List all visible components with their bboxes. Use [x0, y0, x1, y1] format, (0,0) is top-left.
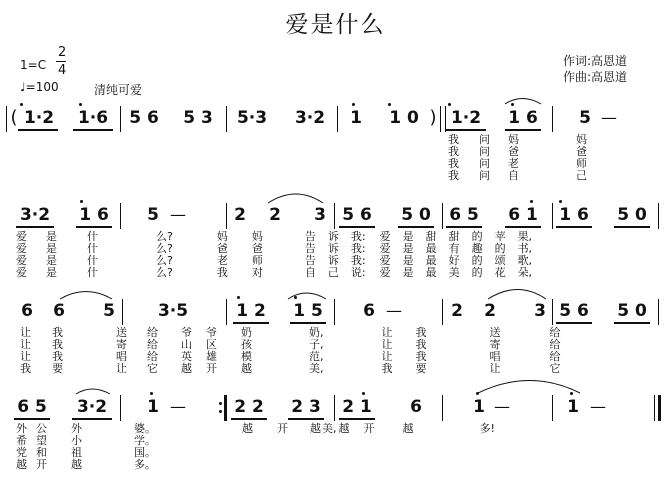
note-group: 2 2 — [234, 397, 264, 417]
note-group: 1 0 — [389, 108, 419, 128]
barline — [442, 203, 443, 229]
note-group: 3·5 — [157, 301, 189, 321]
note-group: 1·2 — [450, 108, 482, 128]
barline — [658, 203, 659, 229]
note-group: 5 — [147, 205, 159, 225]
note-group: — — [601, 108, 617, 127]
barline — [334, 203, 335, 229]
barline — [552, 203, 553, 229]
expression-marking: 清纯可爱 — [94, 83, 143, 97]
note-group: 6 1 — [508, 205, 538, 225]
note-group: 1·6 — [77, 108, 109, 128]
note-group: ( — [10, 107, 18, 128]
composer-credit: 作曲:高恩道 — [563, 70, 628, 84]
slur — [488, 290, 546, 300]
note-group: 3·2 — [294, 108, 326, 128]
barline — [552, 299, 553, 325]
note-group: 3 — [534, 301, 546, 321]
lyric-line-2: 让 我 寄 给 山 区 孩 子, 让 我 寄 给 — [20, 338, 561, 351]
lyric-line-2: 希 望 小 学。 — [16, 434, 156, 447]
note-group: 1 — [147, 397, 159, 417]
note-group: 2 — [484, 301, 496, 321]
barline — [226, 299, 227, 325]
repeat-barline — [224, 395, 227, 421]
note-group: 6 — [363, 301, 375, 321]
note-group: 3·2 — [76, 397, 108, 417]
lyric-line-2: 我 问 爸 爸 — [448, 145, 587, 158]
lyric-line-1: 外 公 外 婆。 越 开 越美, 越 开 越 多! — [16, 422, 495, 435]
note-group: — — [170, 205, 186, 224]
note-group: 6 — [53, 301, 65, 321]
note-group: 3·2 — [19, 205, 51, 225]
lyric-line-1: 让 我 送 给 爷 爷 奶 奶, 让 我 送 给 — [20, 326, 561, 339]
note-group: 5 — [103, 301, 115, 321]
barline — [122, 299, 123, 325]
key-signature: 1=C — [20, 58, 47, 72]
barline — [334, 395, 335, 421]
note-group: 2 — [234, 205, 246, 225]
barline — [552, 395, 553, 421]
barline — [337, 106, 338, 132]
final-barline — [658, 395, 661, 421]
barline — [120, 395, 121, 421]
note-group: 1 — [473, 397, 485, 417]
note-group: 6 5 — [449, 205, 479, 225]
lyric-line-3: 我 问 老 师 — [448, 157, 587, 170]
slur — [60, 292, 112, 300]
tempo-marking: ♩=100 — [20, 80, 59, 94]
note-group: 5 — [579, 108, 591, 128]
note-group: — — [494, 397, 510, 416]
slur — [268, 194, 323, 203]
note-group: 1 6 — [508, 108, 538, 128]
note-group: 2 — [269, 205, 281, 225]
note-group: — — [170, 397, 186, 416]
note-group: 2 3 — [291, 397, 321, 417]
note-group: 2 1 — [342, 397, 372, 417]
barline — [442, 395, 443, 421]
lyric-line-4: 我 要 让 它 越 开 越 美, 我 要 让 它 — [20, 362, 561, 375]
note-group: 3 — [314, 205, 326, 225]
note-group: 5 6 — [129, 108, 159, 128]
note-group: 5·3 — [236, 108, 268, 128]
lyricist-credit: 作词:高恩道 — [563, 54, 628, 68]
barline — [654, 395, 655, 421]
note-group: 6 — [410, 397, 422, 417]
lyric-line-4: 我 问 自 己 — [448, 169, 587, 182]
lyric-line-3: 让 我 唱 给 英 雄 模 范, 让 我 唱 给 — [20, 350, 561, 363]
barline — [552, 106, 553, 132]
note-group: 5 3 — [183, 108, 213, 128]
song-title: 爱是什么 — [285, 12, 386, 38]
barline — [120, 203, 121, 229]
lyric-line-1: 我 问 妈 妈 — [448, 133, 587, 146]
note-group: 2 — [451, 301, 463, 321]
barline — [658, 299, 659, 325]
time-signature-numerator: 2 — [58, 45, 67, 60]
note-group: 5 0 — [617, 301, 647, 321]
note-group: 1 — [350, 108, 362, 128]
barline — [334, 299, 335, 325]
note-group: 1 — [567, 397, 579, 417]
note-group: 1 2 — [236, 301, 266, 321]
note-group: 5 0 — [617, 205, 647, 225]
barline — [120, 106, 121, 132]
note-group: 5 6 — [342, 205, 372, 225]
note-group: 1 5 — [293, 301, 323, 321]
note-group: — — [590, 397, 606, 416]
time-signature-denominator: 4 — [58, 63, 67, 78]
note-group: ) — [429, 107, 437, 128]
barline — [226, 106, 227, 132]
lyric-line-2: 爱 是 什 么? 爸 爸 告 诉 我: 爱 是 最 有 趣 的 书, — [16, 242, 533, 255]
note-group: 5 6 — [559, 301, 589, 321]
barline — [442, 299, 443, 325]
lyric-line-3: 党 和 祖 国。 — [16, 446, 156, 459]
lyric-line-4: 越 开 越 多。 — [16, 458, 156, 471]
slur — [478, 381, 580, 394]
note-group: 6 5 — [17, 397, 47, 417]
lyric-line-4: 爱 是 什 么? 我 对 自 己 说: 爱 是 最 美 的 花 朵, — [16, 266, 533, 279]
note-group: 1·2 — [23, 108, 55, 128]
slur — [76, 389, 110, 394]
lyric-line-1: 爱 是 什 么? 妈 妈 告 诉 我: 爱 是 甜 甜 的 苹 果, — [16, 230, 533, 243]
note-group: 6 — [21, 301, 33, 321]
note-group: 1 6 — [79, 205, 109, 225]
note-group: 5 0 — [401, 205, 431, 225]
note-group: — — [386, 301, 402, 320]
lyric-line-3: 爱 是 什 么? 老 师 告 诉 我: 爱 是 最 好 的 颂 歌, — [16, 254, 533, 267]
barline — [226, 203, 227, 229]
note-group: 1 6 — [559, 205, 589, 225]
time-signature-line — [56, 61, 66, 62]
